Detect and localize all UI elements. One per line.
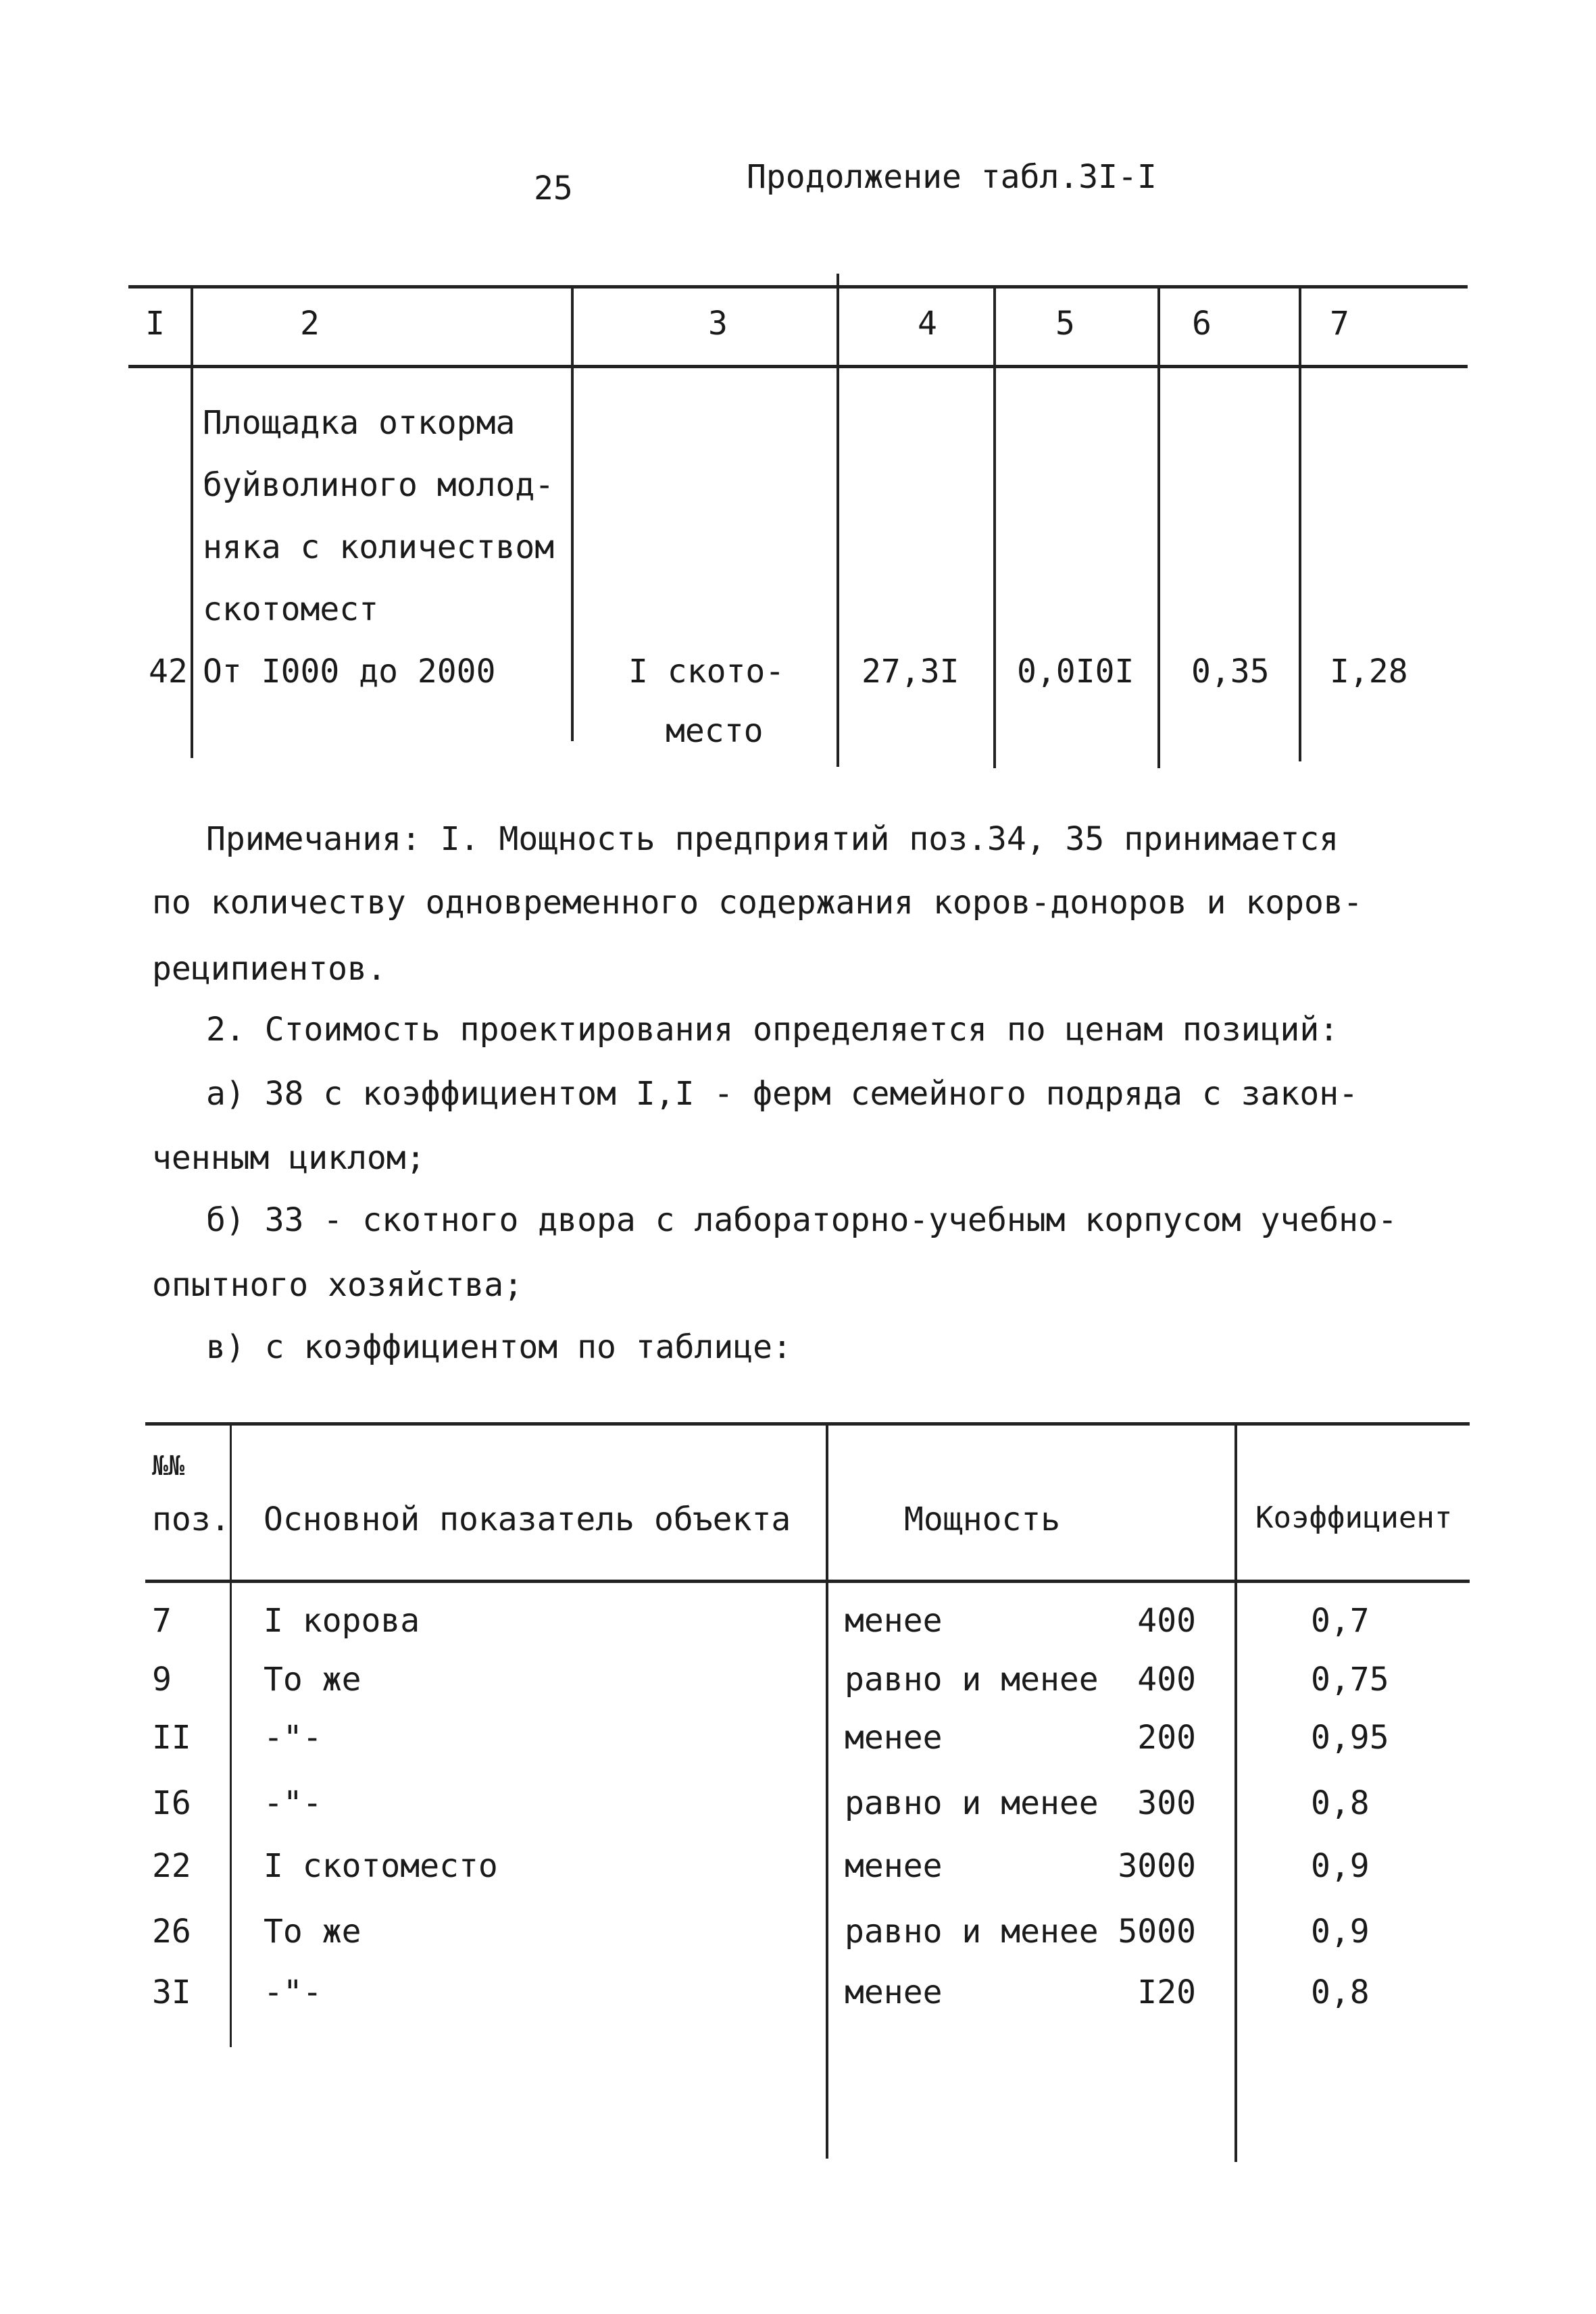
table-1-cell: 0,0I0I (1017, 653, 1134, 690)
table-row-pos: 3I (152, 1973, 191, 2011)
table-1-header-cell: 4 (918, 305, 937, 343)
note-text: б) 33 - скотного двора с лабораторно-учебным корпусом учебно- (206, 1201, 1397, 1239)
table-1-group-label: скотомест (203, 590, 379, 628)
table-row-coef: 0,9 (1311, 1913, 1370, 1951)
table-1-pos: 42 (149, 653, 188, 690)
table-row-pos: 9 (152, 1661, 172, 1699)
note-text: в) с коэффициентом по таблице: (206, 1328, 792, 1366)
table-row-capacity-value: 200 (1137, 1719, 1196, 1757)
table-row-capacity-value: 300 (1137, 1784, 1196, 1822)
table-1-group-label: буйволиного молод- (203, 466, 555, 504)
table-1-top-rule (128, 285, 1468, 288)
table-row-indicator: I корова (264, 1602, 420, 1640)
table-1-col-divider (191, 285, 193, 758)
note-text: реципиентов. (152, 950, 386, 988)
note-text: а) 38 с коэффициентом I,I - ферм семейного подряда с закон- (206, 1075, 1359, 1113)
note-text: Примечания: I. Мощность предприятий поз.34, 35 принимается (206, 820, 1339, 858)
table-row-indicator: -"- (264, 1973, 322, 2011)
table-1-group-label: Площадка откорма (203, 404, 516, 442)
table-row-indicator: То же (264, 1913, 361, 1951)
table-row-pos: 7 (152, 1602, 172, 1640)
table-2-header-capacity: Мощность (904, 1501, 1061, 1538)
table-row-indicator: I скотоместо (264, 1847, 498, 1885)
table-row-capacity-label: менее (845, 1973, 943, 2011)
table-row-coef: 0,9 (1311, 1847, 1370, 1885)
table-1-header-cell: 3 (708, 305, 728, 343)
table-row-coef: 0,75 (1311, 1661, 1389, 1699)
table-2-header-coef: Коэффициент (1255, 1501, 1453, 1535)
table-row-capacity-label: менее (845, 1847, 943, 1885)
table-1-col-divider (993, 285, 996, 768)
table-1-col-divider (571, 285, 574, 741)
table-1-col-divider (837, 274, 839, 767)
note-text: ченным циклом; (152, 1139, 426, 1177)
table-row-pos: 22 (152, 1847, 191, 1885)
table-1-unit: I ското- (628, 653, 785, 690)
table-2-col-divider (826, 1422, 828, 2159)
table-row-capacity-label: равно и менее (845, 1661, 1099, 1699)
table-row-coef: 0,7 (1311, 1602, 1370, 1640)
table-1-header-cell: 6 (1192, 305, 1212, 343)
table-1-header-rule (128, 365, 1468, 368)
table-row-capacity-value: I20 (1137, 1973, 1196, 2011)
table-2-col-divider (1235, 1422, 1237, 2162)
table-1-header-cell: 7 (1330, 305, 1349, 343)
table-row-indicator: -"- (264, 1719, 322, 1757)
table-1-header-cell: 5 (1055, 305, 1075, 343)
table-2-header-rule (145, 1580, 1470, 1583)
table-row-coef: 0,95 (1311, 1719, 1389, 1757)
page-number: 25 (534, 170, 573, 207)
table-2-header-indicator: Основной показатель объекта (264, 1501, 791, 1538)
table-row-capacity-value: 400 (1137, 1602, 1196, 1640)
table-row-capacity-label: менее (845, 1602, 943, 1640)
table-row-indicator: То же (264, 1661, 361, 1699)
table-row-capacity-value: 3000 (1118, 1847, 1196, 1885)
table-row-capacity-label: равно и менее (845, 1784, 1099, 1822)
page-title: Продолжение табл.3I-I (747, 158, 1157, 196)
table-1-cell: 27,3I (862, 653, 959, 690)
table-row-pos: I6 (152, 1784, 191, 1822)
table-1-unit: место (666, 712, 764, 750)
table-1-col-divider (1299, 285, 1301, 761)
note-text: опытного хозяйства; (152, 1266, 524, 1304)
table-1-cell: I,28 (1330, 653, 1408, 690)
table-1-group-label: няка с количеством (203, 528, 555, 566)
table-1-col-divider (1157, 285, 1160, 768)
table-row-capacity-value: 5000 (1118, 1913, 1196, 1951)
table-row-capacity-value: 400 (1137, 1661, 1196, 1699)
table-row-coef: 0,8 (1311, 1973, 1370, 2011)
table-row-pos: 26 (152, 1913, 191, 1951)
table-row-capacity-label: менее (845, 1719, 943, 1757)
table-1-cell: 0,35 (1191, 653, 1270, 690)
table-row-pos: II (152, 1719, 191, 1757)
table-1-header-cell: I (145, 305, 165, 343)
table-row-indicator: -"- (264, 1784, 322, 1822)
note-text: по количеству одновременного содержания коров-доноров и коров- (152, 884, 1363, 922)
table-2-header-pos: поз. (152, 1501, 230, 1538)
table-1-name: От I000 до 2000 (203, 653, 496, 690)
table-row-coef: 0,8 (1311, 1784, 1370, 1822)
table-2-header-pos: №№ (152, 1451, 185, 1482)
table-row-capacity-label: равно и менее (845, 1913, 1099, 1951)
table-2-top-rule (145, 1422, 1470, 1426)
note-text: 2. Стоимость проектирования определяется по ценам позиций: (206, 1011, 1339, 1049)
table-1-header-cell: 2 (300, 305, 320, 343)
